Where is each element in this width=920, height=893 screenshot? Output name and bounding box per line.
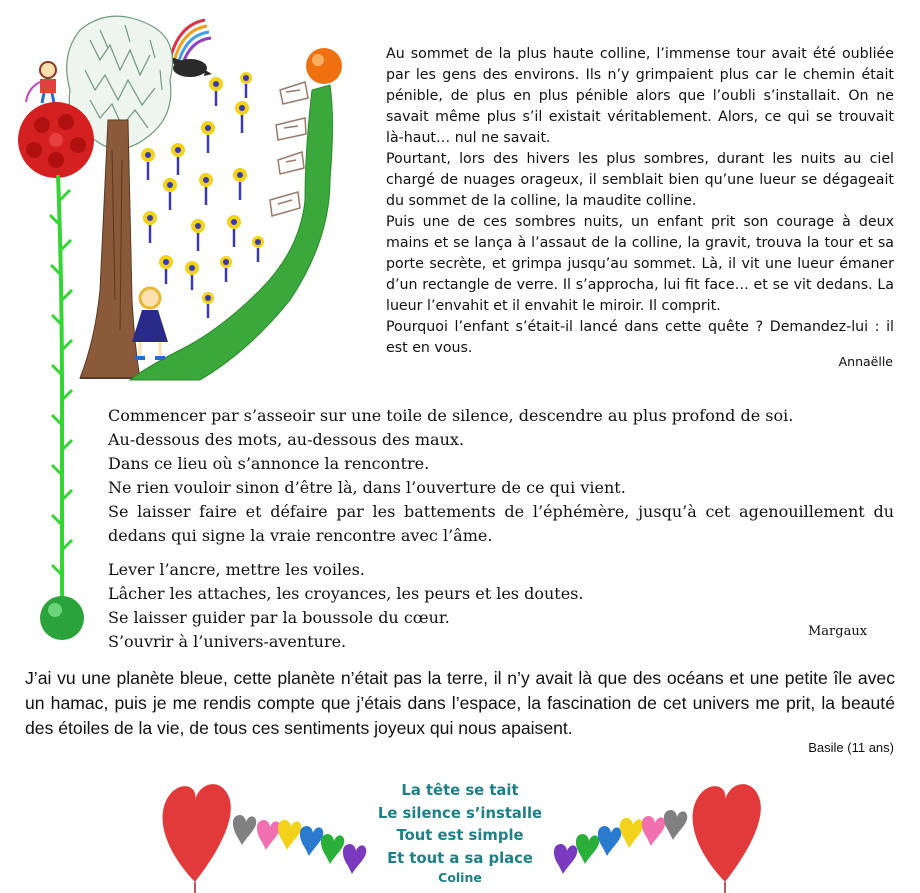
poem-margaux [108, 404, 894, 664]
hearts-garland-left [150, 770, 370, 893]
stanza [108, 558, 894, 654]
flower-stem-top [58, 175, 62, 400]
big-red-heart-icon [693, 784, 761, 882]
verse-line: Se laisser guider par la boussole du cœur. [108, 608, 450, 627]
verse-line: Dans ce lieu où s’annonce la rencontre. [108, 454, 430, 473]
orange-sun-ball [306, 48, 342, 84]
verse-line: Se laisser faire et défaire par les battements de l’éphémère, jusqu’à cet agenouillement du dedans qui signe la vraie rencontre avec l’âme. [108, 502, 894, 545]
verse-line: Commencer par s’asseoir sur une toile de silence, descendre au plus profond de soi. [108, 406, 794, 425]
verse-line: Lever l’ancre, mettre les voiles. [108, 560, 365, 579]
poem-line: La tête se tait [401, 782, 519, 799]
bird-icon [168, 56, 212, 77]
poem-line: Tout est simple [396, 827, 524, 844]
hearts-garland-right [545, 770, 775, 893]
author-signature: Coline [438, 870, 482, 885]
poem-coline [370, 780, 550, 886]
verse-line: Lâcher les attaches, les croyances, les peurs et les doutes. [108, 584, 584, 603]
tower-signs [270, 82, 308, 216]
author-signature: Margaux [808, 624, 868, 639]
story-basile: J’ai vu une planète bleue, cette planète n’était pas la terre, il n’y avait là que des océans et une petite île avec un hamac, puis je me rendis compte que j’étais dans l’espace, la fascination de cet univers me prit, la beauté des étoiles de la vie, de tous ces sentiments joyeux qui nous apaisent. [25, 668, 895, 738]
author-signature: Annaëlle [838, 354, 893, 369]
big-red-heart-icon [163, 784, 231, 882]
children-drawing-illustration [0, 0, 380, 400]
green-ball [40, 596, 84, 640]
small-hearts-icon [233, 815, 366, 874]
flower-stem-bottom [0, 380, 100, 650]
story-annaelle [386, 44, 894, 359]
stanza [108, 404, 894, 548]
verse-line: Ne rien vouloir sinon d’être là, dans l’ouverture de ce qui vient. [108, 478, 626, 497]
red-flower-head [18, 102, 94, 178]
story-paragraph: Pourquoi l’enfant s’était-il lancé dans cette quête ? Demandez-lui : il est en vous. [386, 319, 894, 356]
boy-figure [26, 62, 56, 103]
poem-line: Le silence s’installe [377, 804, 543, 822]
story-paragraph: Au sommet de la plus haute colline, l’immense tour avait été oubliée par les gens des environs. Ils n’y grimpaient plus car le chemin était pénible, de plus en plus pénible alors que l’oubli s’installait. On ne savait même plus s’il existait véritablement. Alors, ce qui se trouvait là-haut… nul ne savait. [386, 46, 894, 146]
girl-figure [132, 288, 168, 358]
story-paragraph: Puis une de ces sombres nuits, un enfant prit son courage à deux mains et se lança à l’assaut de la colline, la gravit, trouva la tour et sa porte secrète, et grimpa jusqu’au sommet. Là, il vit une lueur émaner d’un rectangle de verre. Il s’approcha, lui fit face… et se vit dedans. La lueur l’envahit et il envahit le miroir. Il comprit. [386, 214, 894, 314]
small-hearts-icon [554, 810, 687, 874]
poem-line: Et tout a sa place [387, 849, 533, 867]
story-paragraph: Pourtant, lors des hivers les plus sombres, durant les nuits au ciel chargé de nuages orageux, il semblait bien qu’une lueur se dégageait du sommet de la colline, la maudite colline. [386, 151, 894, 209]
verse-line: Au-dessous des mots, au-dessous des maux. [108, 430, 465, 449]
author-signature: Basile (11 ans) [808, 740, 894, 755]
verse-line: S’ouvrir à l’univers-aventure. [108, 632, 347, 651]
